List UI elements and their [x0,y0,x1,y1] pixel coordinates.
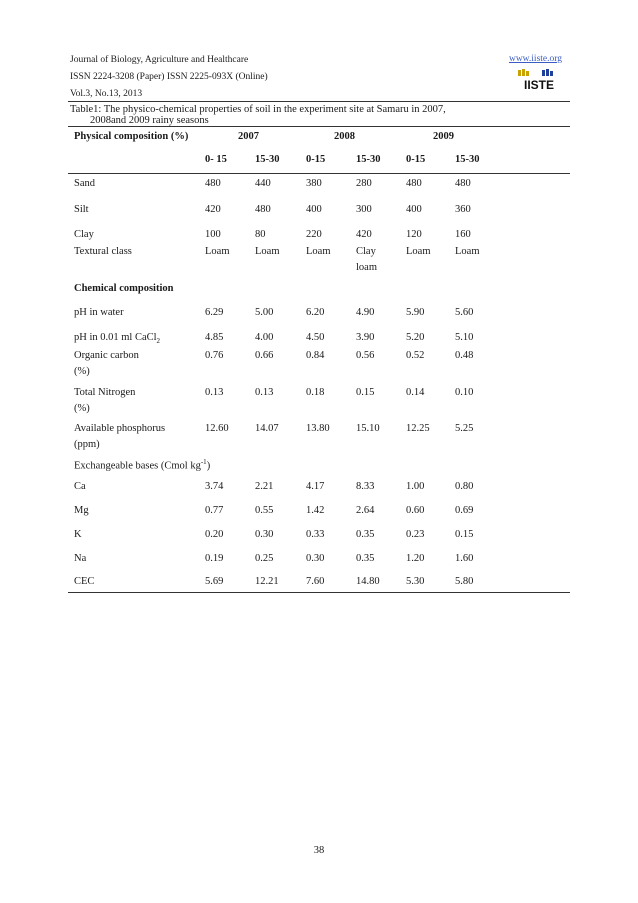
table-cell: Loam [255,246,280,257]
row-label [74,575,94,588]
table-cell: 80 [255,229,266,240]
table-cell: 100 [205,229,221,240]
row-label-text: K [74,529,82,540]
table-cell: 480 [205,178,221,189]
exchangeable-bases-heading [74,456,210,473]
journal-name: Journal of Biology, Agriculture and Healthcare [70,55,249,65]
svg-text:IISTE: IISTE [523,78,555,92]
year-2008: 2008 [334,131,355,142]
table-cell: 0.15 [356,387,375,398]
table-cell: 7.60 [306,576,325,587]
table-cell: 4.90 [356,307,375,318]
depth-header: 0-15 [306,154,326,165]
table-cell: 0.19 [205,553,224,564]
table-cell: 0.69 [455,505,474,516]
table-cell: 0.48 [455,350,474,361]
label-subscript: 2 [156,337,161,346]
table-cell: Clay [356,246,376,257]
table-cell: 3.90 [356,332,375,343]
table-cell: Loam [205,246,230,257]
table-cell: 2.64 [356,505,375,516]
table-cell: 0.76 [205,350,224,361]
row-label [74,331,160,348]
row-label-text: Sand [74,178,95,189]
row-label-text: Organic carbon [74,350,139,361]
table-bottom-rule [68,592,570,593]
table-cell: 5.69 [205,576,224,587]
table-caption [70,104,490,126]
table-cell: 5.90 [406,307,425,318]
table-cell: 5.30 [406,576,425,587]
depth-header: 15-30 [255,154,280,165]
table-cell: 1.20 [406,553,425,564]
depth-header: 15-30 [455,154,480,165]
row-label-text: Available phosphorus [74,423,166,434]
depth-header: 0- 15 [205,154,227,165]
table-cell: 0.33 [306,529,325,540]
table-cell: 0.84 [306,350,325,361]
table-cell: 0.35 [356,529,375,540]
issn-line: ISSN 2224-3208 (Paper) ISSN 2225-093X (Online) [70,72,268,82]
table-cell: 5.60 [455,307,474,318]
caption-line-1: Table1: The physico-chemical properties of soil in the experiment site at Samaru in 2007, [70,104,446,115]
table-cell: 4.00 [255,332,274,343]
table-cell: 12.21 [255,576,279,587]
table-cell: 4.17 [306,481,325,492]
caption-line-2: 2008and 2009 rainy seasons [90,115,209,126]
exchangeable-heading-close: ) [206,460,211,472]
row-label [74,306,124,319]
year-2009: 2009 [433,131,454,142]
table-cell: 160 [455,229,471,240]
row-label-text: Total Nitrogen [74,387,136,398]
table-cell: 420 [205,204,221,215]
table-cell: 0.55 [255,505,274,516]
table-cell: 5.25 [455,423,474,434]
chemical-composition-heading: Chemical composition [74,283,174,294]
table-cell: 2.21 [255,481,274,492]
table-cell: 8.33 [356,481,375,492]
row-label-unit: (ppm) [74,439,100,450]
exchangeable-heading-sup: -1 [200,458,207,466]
table-cell: 0.20 [205,529,224,540]
table-cell: 0.56 [356,350,375,361]
table-cell: 12.25 [406,423,430,434]
table-cell: 0.52 [406,350,425,361]
table-cell: 5.80 [455,576,474,587]
table-cell: 300 [356,204,372,215]
header-bottom-rule [68,173,570,174]
table-cell: 360 [455,204,471,215]
table-cell: 5.00 [255,307,274,318]
table-cell: 440 [255,178,271,189]
row-label [74,349,139,378]
table-cell: 280 [356,178,372,189]
row-label-text: Textural class [74,246,132,257]
row-label [74,386,135,415]
table-cell: Loam [455,246,480,257]
table-cell: 0.30 [306,553,325,564]
row-label-text: pH in water [74,307,124,318]
table-cell: 4.50 [306,332,325,343]
table-cell: 0.13 [255,387,274,398]
row-label [74,228,94,241]
volume-line: Vol.3, No.13, 2013 [70,89,143,99]
row-label [74,245,132,258]
row-label [74,504,89,517]
table-cell: 0.25 [255,553,274,564]
table-cell: 6.29 [205,307,224,318]
row-label-text: CEC [74,576,95,587]
table-cell: 0.60 [406,505,425,516]
depth-header: 0-15 [406,154,426,165]
year-2007: 2007 [238,131,259,142]
table-cell: 400 [406,204,422,215]
table-cell: 1.42 [306,505,325,516]
table-cell: 1.60 [455,553,474,564]
table-cell: 420 [356,229,372,240]
table-cell: 0.30 [255,529,274,540]
table-cell: 0.35 [356,553,375,564]
table-cell: 14.80 [356,576,380,587]
table-cell: 1.00 [406,481,425,492]
row-label [74,552,86,565]
row-label-text: Ca [74,481,86,492]
table-cell: 220 [306,229,322,240]
physical-composition-header: Physical composition (%) [74,131,189,142]
row-label-unit: (%) [74,366,90,377]
table-cell: 0.66 [255,350,274,361]
row-label [74,422,165,451]
table-cell: 480 [455,178,471,189]
table-cell: 0.14 [406,387,425,398]
table-cell: 0.13 [205,387,224,398]
depth-header: 15-30 [356,154,381,165]
table-cell: Loam [306,246,331,257]
journal-url-link[interactable]: www.iiste.org [508,54,562,64]
page-number: 38 [313,845,325,856]
row-label [74,480,86,493]
header-rule [68,101,570,102]
table-cell: 3.74 [205,481,224,492]
table-cell: Loam [406,246,431,257]
row-label-text: pH in 0.01 ml CaCl [74,332,157,343]
table-cell: 380 [306,178,322,189]
cell-second-line: loam [356,262,377,273]
table-cell: 12.60 [205,423,229,434]
table-cell: 120 [406,229,422,240]
table-cell: 480 [406,178,422,189]
table-top-rule [68,126,570,127]
table-cell: 0.23 [406,529,425,540]
table-cell: 0.77 [205,505,224,516]
iiste-logo [516,68,562,92]
table-cell: 0.18 [306,387,325,398]
row-label-text: Mg [74,505,89,516]
table-cell: 6.20 [306,307,325,318]
row-label-text: Silt [74,204,89,215]
row-label-text: Clay [74,229,94,240]
table-cell: 480 [255,204,271,215]
table-cell: 400 [306,204,322,215]
table-cell: 4.85 [205,332,224,343]
table-cell: 15.10 [356,423,380,434]
row-label [74,203,89,216]
row-label [74,528,82,541]
exchangeable-heading-text: Exchangeable bases (Cmol kg [74,460,201,472]
table-cell: 0.10 [455,387,474,398]
table-cell: 0.15 [455,529,474,540]
table-cell: 5.10 [455,332,474,343]
row-label [74,177,95,190]
row-label-text: Na [74,553,87,564]
table-cell: 5.20 [406,332,425,343]
table-cell: 0.80 [455,481,474,492]
table-cell: 13.80 [306,423,330,434]
table-cell: 14.07 [255,423,279,434]
row-label-unit: (%) [74,403,90,414]
